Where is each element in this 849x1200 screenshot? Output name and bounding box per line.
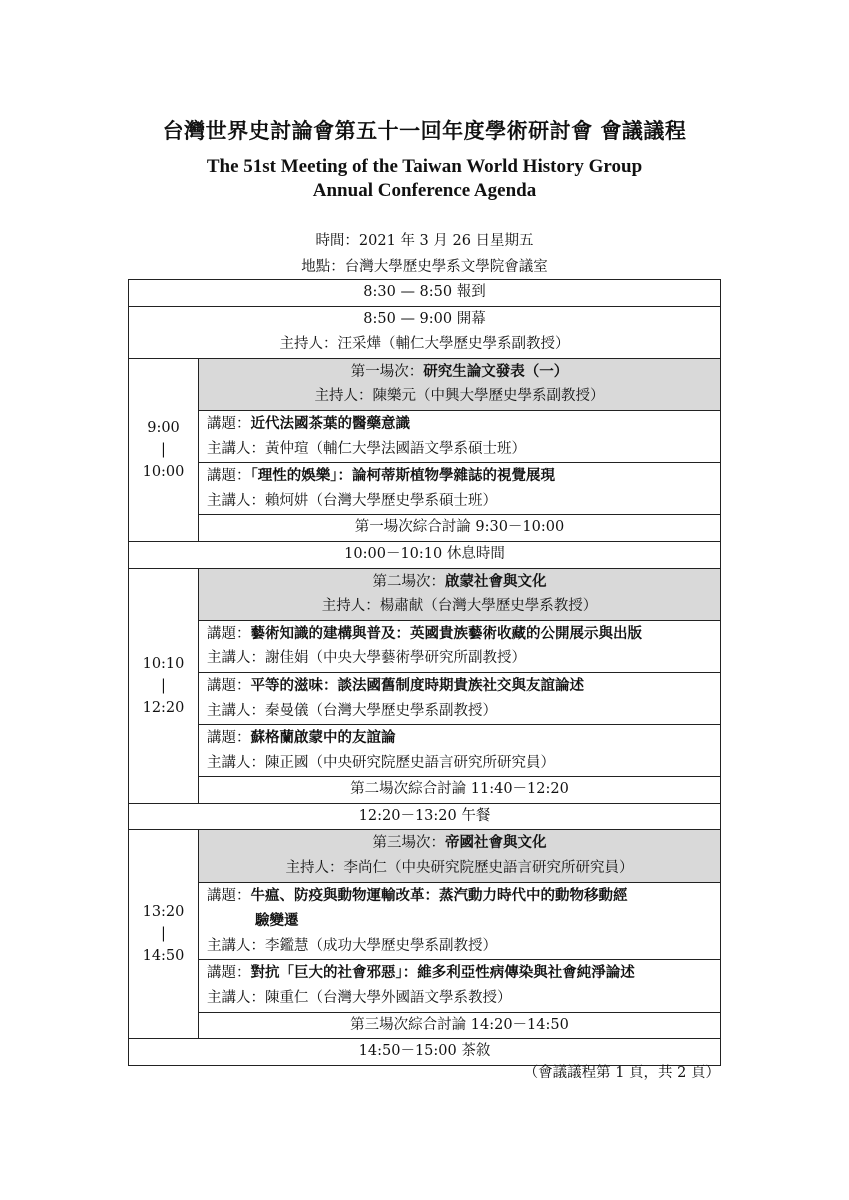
page-title: 台灣世界史討論會第五十一回年度學術研討會 會議議程 <box>162 118 687 143</box>
registration-text: 8:30 — 8:50 報到 <box>363 284 486 300</box>
session3-title <box>199 830 720 856</box>
session3-host: 主持人：李尚仁（中央研究院歷史語言研究所研究員） <box>285 860 634 877</box>
talk-title-text: 近代法國茶葉的醫藥意識 <box>250 414 410 432</box>
subtitle-line-2: Annual Conference Agenda <box>312 180 537 201</box>
event-time: 時間：2021 年 3 月 26 日星期五 <box>315 233 534 249</box>
table-row <box>129 280 721 307</box>
talk-speaker: 主講人：賴炣妌（台灣大學歷史學系碩士班） <box>207 492 497 509</box>
talk-label: 講題： <box>207 965 251 982</box>
session2-host: 主持人：楊肅献（台灣大學歷史學系教授） <box>321 598 598 615</box>
talk-cell <box>199 882 721 960</box>
session3-time-start: 13:20 <box>142 904 185 921</box>
session2-time <box>129 568 199 803</box>
event-place: 地點：台灣大學歷史學系文學院會議室 <box>301 259 548 275</box>
talk-speaker: 主講人：秦曼儀（台灣大學歷史學系副教授） <box>207 702 497 719</box>
talk-label: 講題： <box>207 625 251 642</box>
session1-title-text: 研究生論文發表（一） <box>423 362 569 380</box>
session2-time-end: 12:20 <box>142 699 185 716</box>
talk-speaker: 主講人：陳正國（中央研究院歷史語言研究所研究員） <box>207 754 555 771</box>
session3-title-text: 帝國社會與文化 <box>445 834 547 852</box>
session1-discussion: 第一場次綜合討論 9:30－10:00 <box>354 519 565 536</box>
table-row <box>129 672 721 724</box>
talk-title-text: 藝術知識的建構與普及：英國貴族藝術收藏的公開展示與出版 <box>250 624 642 642</box>
talk-title <box>207 621 720 647</box>
session3-discussion: 第三場次綜合討論 14:20－14:50 <box>350 1016 569 1033</box>
talk-speaker: 主講人：謝佳娟（中央大學藝術學研究所副教授） <box>207 650 526 667</box>
talk-speaker: 主講人：李鑑慧（成功大學歷史學系副教授） <box>207 937 497 954</box>
talk-title <box>207 463 720 489</box>
session2-time-sep: | <box>161 677 166 694</box>
talk-speaker: 主講人：陳重仁（台灣大學外國語文學系教授） <box>207 990 512 1007</box>
session3-time <box>129 830 199 1039</box>
talk-title-text: 牛瘟、防疫與動物運輸改革：蒸汽動力時代中的動物移動經 <box>250 886 628 904</box>
talk-cell <box>199 725 721 777</box>
talk-cell <box>199 960 721 1012</box>
talk-label: 講題： <box>207 730 251 747</box>
table-row <box>129 463 721 515</box>
session3-header <box>199 830 721 882</box>
table-row <box>129 541 721 568</box>
talk-title-text: 對抗「巨大的社會邪惡」：維多利亞性病傳染與社會純淨論述 <box>250 964 635 982</box>
session2-discussion: 第二場次綜合討論 11:40－12:20 <box>350 781 569 798</box>
session2-title-text: 啟蒙社會與文化 <box>445 572 547 590</box>
session3-title-prefix: 第三場次： <box>372 835 445 852</box>
session1-title-prefix: 第一場次： <box>350 363 424 380</box>
session3-discussion-cell <box>199 1012 721 1039</box>
talk-title <box>207 411 720 437</box>
session1-title <box>199 359 720 385</box>
session2-title <box>199 569 720 595</box>
lunch-text: 12:20－13:20 午餐 <box>358 807 491 824</box>
talk-title-text: 「理性的娛樂」：論柯蒂斯植物學雜誌的視覺展現 <box>250 467 555 485</box>
session2-header <box>199 568 721 620</box>
session2-title-prefix: 第二場次： <box>372 573 445 590</box>
table-row <box>129 1012 721 1039</box>
table-row <box>129 960 721 1012</box>
table-row <box>129 803 721 830</box>
subtitle-line-1: The 51st Meeting of the Taiwan World History Group <box>206 156 643 177</box>
table-row <box>129 410 721 462</box>
talk-label: 講題： <box>207 887 251 904</box>
talk-title <box>207 883 720 909</box>
session1-host: 主持人：陳樂元（中興大學歷史學系副教授） <box>314 388 605 405</box>
talk-cell <box>199 410 721 462</box>
opening-cell <box>129 306 721 358</box>
talk-title <box>207 960 720 986</box>
table-row <box>129 620 721 672</box>
table-row <box>129 306 721 358</box>
session1-discussion-cell <box>199 515 721 542</box>
table-row <box>129 777 721 804</box>
break-text: 10:00－10:10 休息時間 <box>344 545 505 562</box>
agenda-table <box>128 279 721 1066</box>
talk-cell <box>199 463 721 515</box>
talk-title <box>207 673 720 699</box>
table-row <box>129 515 721 542</box>
session1-time-sep: | <box>161 441 166 458</box>
talk-label: 講題： <box>207 415 251 432</box>
session3-time-sep: | <box>161 926 166 943</box>
session1-time-start: 9:00 <box>147 419 180 436</box>
talk-cell <box>199 672 721 724</box>
opening-host: 主持人：汪采燁（輔仁大學歷史學系副教授） <box>279 336 570 353</box>
page-subtitle <box>0 155 849 203</box>
break-cell <box>129 541 721 568</box>
session1-time-end: 10:00 <box>142 463 185 480</box>
talk-title <box>207 725 720 751</box>
talk-cell <box>199 620 721 672</box>
session2-time-start: 10:10 <box>142 655 185 672</box>
table-row <box>129 830 721 882</box>
talk-title-text: 蘇格蘭啟蒙中的友誼論 <box>250 729 396 747</box>
table-row <box>129 568 721 620</box>
registration-cell <box>129 280 721 307</box>
tea-text: 14:50－15:00 茶敘 <box>358 1043 491 1060</box>
talk-label: 講題： <box>207 468 251 485</box>
session1-header <box>199 358 721 410</box>
page-footer: （會議議程第 1 頁，共 2 頁） <box>523 1065 720 1081</box>
talk-title-continued: 驗變遷 <box>255 912 299 930</box>
talk-label: 講題： <box>207 677 251 694</box>
talk-speaker: 主講人：黃仲瑄（輔仁大學法國語文學系碩士班） <box>207 440 526 457</box>
session3-time-end: 14:50 <box>142 948 185 965</box>
session2-discussion-cell <box>199 777 721 804</box>
table-row <box>129 358 721 410</box>
table-row <box>129 725 721 777</box>
talk-title-text: 平等的滋味：談法國舊制度時期貴族社交與友誼論述 <box>250 676 584 694</box>
table-row <box>129 882 721 960</box>
opening-time: 8:50 — 9:00 開幕 <box>363 310 486 327</box>
session1-time <box>129 358 199 541</box>
lunch-cell <box>129 803 721 830</box>
